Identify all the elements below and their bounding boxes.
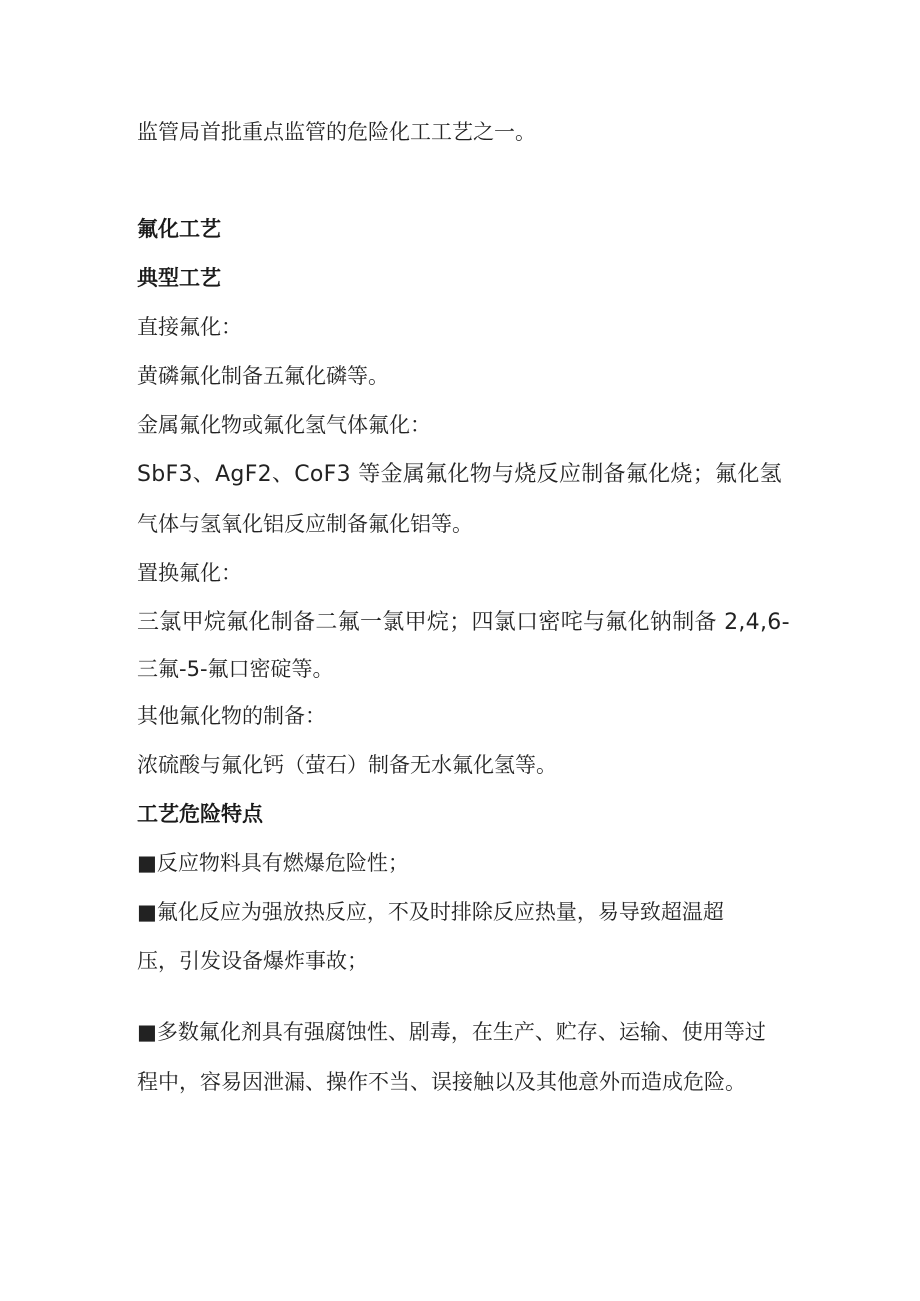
substitution-fluorination-text-line1: 三氯甲烷氟化制备二氟一氯甲烷；四氯口密咤与氟化钠制备 2,4,6- bbox=[137, 610, 790, 635]
intro-continuation-line: 监管局首批重点监管的危险化工工艺之一。 bbox=[137, 120, 536, 144]
hazard-item-1: ■反应物料具有燃爆危险性； bbox=[137, 851, 409, 875]
hazard-item-3-line2: 程中，容易因泄漏、操作不当、误接触以及其他意外而造成危险。 bbox=[137, 1070, 746, 1094]
substitution-fluorination-text-line2: 三氟-5-氟口密碇等。 bbox=[137, 657, 334, 681]
metal-fluoride-label: 金属氟化物或氟化氢气体氟化： bbox=[137, 413, 431, 437]
hazard-item-2-line1: ■氟化反应为强放热反应，不及时排除反应热量，易导致超温超 bbox=[137, 900, 724, 924]
direct-fluorination-text: 黄磷氟化制备五氟化磷等。 bbox=[137, 364, 389, 388]
metal-fluoride-text-line1: SbF3、AgF2、CoF3 等金属氟化物与烧反应制备氟化烧；氟化氢 bbox=[137, 462, 782, 487]
other-fluoride-text: 浓硫酸与氟化钙（萤石）制备无水氟化氢等。 bbox=[137, 753, 557, 777]
section-heading-fluorination: 氟化工艺 bbox=[137, 217, 221, 241]
metal-fluoride-text-line2: 气体与氢氧化铝反应制备氟化铝等。 bbox=[137, 512, 473, 536]
direct-fluorination-label: 直接氟化： bbox=[137, 315, 242, 339]
subheading-process-hazards: 工艺危险特点 bbox=[137, 802, 263, 826]
substitution-fluorination-label: 置换氟化： bbox=[137, 561, 242, 585]
hazard-item-2-line2: 压，引发设备爆炸事故； bbox=[137, 949, 368, 973]
other-fluoride-label: 其他氟化物的制备： bbox=[137, 704, 326, 728]
hazard-item-3-line1: ■多数氟化剂具有强腐蚀性、剧毒，在生产、贮存、运输、使用等过 bbox=[137, 1020, 766, 1044]
subheading-typical-process: 典型工艺 bbox=[137, 266, 221, 290]
